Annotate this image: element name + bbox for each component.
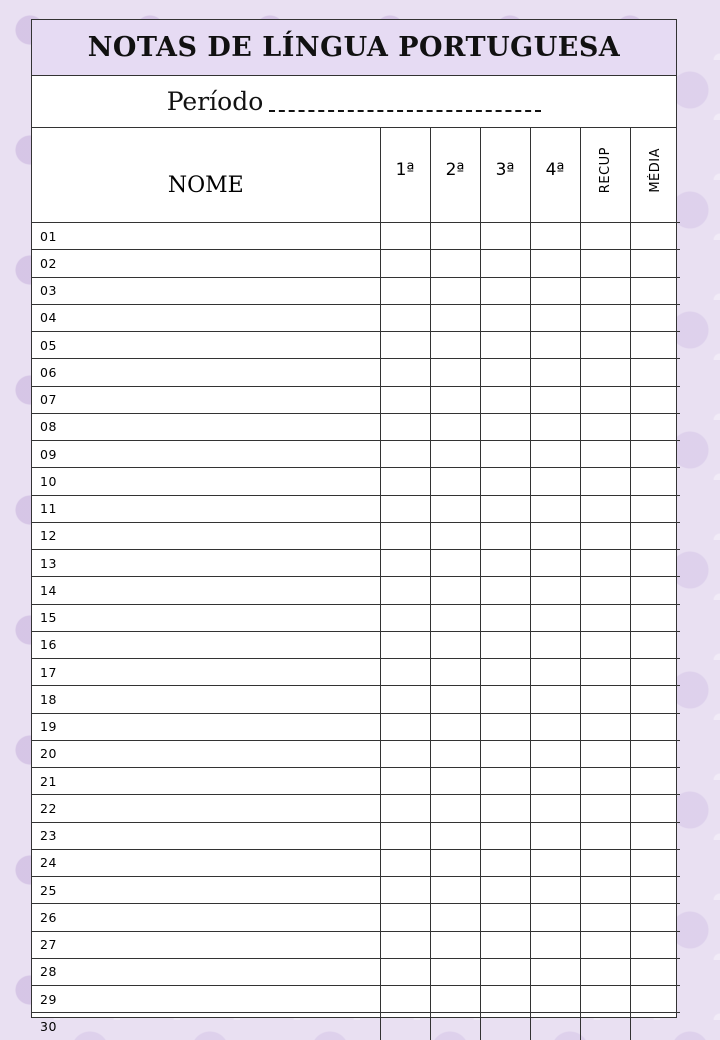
grade-2-cell[interactable]: [430, 931, 480, 958]
grade-4-cell[interactable]: [530, 713, 580, 740]
grade-2-cell[interactable]: [430, 604, 480, 631]
grade-2-cell[interactable]: [430, 1013, 480, 1040]
grade-2-cell[interactable]: [430, 441, 480, 468]
student-number-cell[interactable]: 11: [32, 495, 380, 522]
grade-3-cell[interactable]: [480, 931, 530, 958]
grade-1-cell[interactable]: [380, 795, 430, 822]
recup-cell[interactable]: [580, 413, 630, 440]
student-number-cell[interactable]: 26: [32, 904, 380, 931]
table-row: [32, 577, 680, 604]
grade-4-cell[interactable]: [530, 822, 580, 849]
grade-1-cell[interactable]: [380, 359, 430, 386]
grade-4-cell[interactable]: [530, 223, 580, 250]
grade-1-cell[interactable]: [380, 604, 430, 631]
recup-cell[interactable]: [580, 304, 630, 331]
student-number-cell[interactable]: 22: [32, 795, 380, 822]
student-number-cell[interactable]: 17: [32, 659, 380, 686]
table-row: [32, 468, 680, 495]
table-row: [32, 304, 680, 331]
grade-2-cell[interactable]: [430, 468, 480, 495]
grade-3-cell[interactable]: [480, 522, 530, 549]
student-number-cell[interactable]: 02: [32, 250, 380, 277]
table-row: [32, 441, 680, 468]
recup-cell[interactable]: [580, 849, 630, 876]
grade-4-cell[interactable]: [530, 386, 580, 413]
table-row: [32, 713, 680, 740]
grade-3-cell[interactable]: [480, 223, 530, 250]
media-cell[interactable]: [630, 604, 680, 631]
grade-4-cell[interactable]: [530, 795, 580, 822]
table-row: [32, 386, 680, 413]
grade-1-cell[interactable]: [380, 659, 430, 686]
student-number-cell[interactable]: 08: [32, 413, 380, 440]
grade-4-cell[interactable]: [530, 277, 580, 304]
header-bimester-4: 4ª: [530, 128, 580, 223]
table-row: [32, 822, 680, 849]
media-cell[interactable]: [630, 304, 680, 331]
recup-cell[interactable]: [580, 604, 630, 631]
grade-4-cell[interactable]: [530, 659, 580, 686]
recup-cell[interactable]: [580, 768, 630, 795]
media-cell[interactable]: [630, 495, 680, 522]
student-number-cell[interactable]: 09: [32, 441, 380, 468]
media-cell[interactable]: [630, 468, 680, 495]
media-cell[interactable]: [630, 849, 680, 876]
grade-4-cell[interactable]: [530, 958, 580, 985]
grade-1-cell[interactable]: [380, 468, 430, 495]
grade-1-cell[interactable]: [380, 441, 430, 468]
media-cell[interactable]: [630, 522, 680, 549]
media-cell[interactable]: [630, 740, 680, 767]
grade-4-cell[interactable]: [530, 631, 580, 658]
student-number-cell[interactable]: 13: [32, 550, 380, 577]
grade-3-cell[interactable]: [480, 877, 530, 904]
grade-4-cell[interactable]: [530, 468, 580, 495]
header-media: [630, 128, 680, 223]
table-row: [32, 332, 680, 359]
grade-3-cell[interactable]: [480, 386, 530, 413]
table-row: [32, 250, 680, 277]
grade-4-cell[interactable]: [530, 304, 580, 331]
student-number-cell[interactable]: 23: [32, 822, 380, 849]
media-cell[interactable]: [630, 441, 680, 468]
media-cell[interactable]: [630, 386, 680, 413]
grade-2-cell[interactable]: [430, 223, 480, 250]
grade-4-cell[interactable]: [530, 768, 580, 795]
grade-4-cell[interactable]: [530, 495, 580, 522]
recup-cell[interactable]: [580, 904, 630, 931]
table-row: [32, 849, 680, 876]
table-row: [32, 904, 680, 931]
student-number-cell[interactable]: 30: [32, 1013, 380, 1040]
media-cell[interactable]: [630, 713, 680, 740]
media-cell[interactable]: [630, 795, 680, 822]
recup-cell[interactable]: [580, 713, 630, 740]
grade-1-cell[interactable]: [380, 986, 430, 1013]
grade-3-cell[interactable]: [480, 495, 530, 522]
recup-cell[interactable]: [580, 577, 630, 604]
header-bimester-3: 3ª: [480, 128, 530, 223]
grade-2-cell[interactable]: [430, 359, 480, 386]
grade-2-cell[interactable]: [430, 250, 480, 277]
grade-3-cell[interactable]: [480, 441, 530, 468]
recup-cell[interactable]: [580, 468, 630, 495]
grade-4-cell[interactable]: [530, 904, 580, 931]
grade-3-cell[interactable]: [480, 604, 530, 631]
media-cell[interactable]: [630, 631, 680, 658]
grade-1-cell[interactable]: [380, 250, 430, 277]
grade-3-cell[interactable]: [480, 550, 530, 577]
recup-cell[interactable]: [580, 659, 630, 686]
grade-1-cell[interactable]: [380, 386, 430, 413]
grade-3-cell[interactable]: [480, 686, 530, 713]
grade-1-cell[interactable]: [380, 413, 430, 440]
student-number-cell[interactable]: 07: [32, 386, 380, 413]
media-cell[interactable]: [630, 904, 680, 931]
grade-3-cell[interactable]: [480, 740, 530, 767]
grade-2-cell[interactable]: [430, 795, 480, 822]
recup-cell[interactable]: [580, 958, 630, 985]
media-cell[interactable]: [630, 223, 680, 250]
header-bimester-1: 1ª: [380, 128, 430, 223]
recup-cell[interactable]: [580, 250, 630, 277]
student-number-cell[interactable]: 25: [32, 877, 380, 904]
grade-3-cell[interactable]: [480, 958, 530, 985]
grade-4-cell[interactable]: [530, 986, 580, 1013]
media-cell[interactable]: [630, 822, 680, 849]
grade-2-cell[interactable]: [430, 904, 480, 931]
grade-3-cell[interactable]: [480, 795, 530, 822]
recup-cell[interactable]: [580, 332, 630, 359]
grade-2-cell[interactable]: [430, 550, 480, 577]
table-row: [32, 686, 680, 713]
grade-1-cell[interactable]: [380, 304, 430, 331]
grade-1-cell[interactable]: [380, 931, 430, 958]
table-row: [32, 659, 680, 686]
period-blank-line[interactable]: [269, 92, 541, 112]
media-cell[interactable]: [630, 768, 680, 795]
grade-4-cell[interactable]: [530, 359, 580, 386]
student-number-cell[interactable]: 04: [32, 304, 380, 331]
grade-3-cell[interactable]: [480, 359, 530, 386]
header-recup-label: RECUP: [597, 146, 613, 194]
media-cell[interactable]: [630, 686, 680, 713]
recup-cell[interactable]: [580, 795, 630, 822]
grade-3-cell[interactable]: [480, 250, 530, 277]
grade-3-cell[interactable]: [480, 849, 530, 876]
recup-cell[interactable]: [580, 550, 630, 577]
period-row: [32, 76, 676, 128]
media-cell[interactable]: [630, 332, 680, 359]
grade-2-cell[interactable]: [430, 277, 480, 304]
media-cell[interactable]: [630, 986, 680, 1013]
recup-cell[interactable]: [580, 740, 630, 767]
table-row: [32, 931, 680, 958]
grade-3-cell[interactable]: [480, 413, 530, 440]
grade-1-cell[interactable]: [380, 223, 430, 250]
media-cell[interactable]: [630, 577, 680, 604]
grade-3-cell[interactable]: [480, 768, 530, 795]
media-cell[interactable]: [630, 1013, 680, 1040]
recup-cell[interactable]: [580, 223, 630, 250]
grade-2-cell[interactable]: [430, 877, 480, 904]
grade-1-cell[interactable]: [380, 277, 430, 304]
recup-cell[interactable]: [580, 359, 630, 386]
grade-2-cell[interactable]: [430, 686, 480, 713]
grade-2-cell[interactable]: [430, 822, 480, 849]
grade-4-cell[interactable]: [530, 522, 580, 549]
student-number-cell[interactable]: 15: [32, 604, 380, 631]
recup-cell[interactable]: [580, 277, 630, 304]
table-row: [32, 768, 680, 795]
table-row: [32, 550, 680, 577]
grade-4-cell[interactable]: [530, 413, 580, 440]
grade-1-cell[interactable]: [380, 822, 430, 849]
grade-2-cell[interactable]: [430, 986, 480, 1013]
table-row: [32, 1013, 680, 1040]
table-row: [32, 986, 680, 1013]
recup-cell[interactable]: [580, 522, 630, 549]
grade-3-cell[interactable]: [480, 713, 530, 740]
grade-3-cell[interactable]: [480, 468, 530, 495]
table-row: [32, 413, 680, 440]
media-cell[interactable]: [630, 877, 680, 904]
grade-3-cell[interactable]: [480, 631, 530, 658]
grade-1-cell[interactable]: [380, 958, 430, 985]
media-cell[interactable]: [630, 550, 680, 577]
grade-3-cell[interactable]: [480, 332, 530, 359]
student-number-cell[interactable]: 10: [32, 468, 380, 495]
grade-2-cell[interactable]: [430, 768, 480, 795]
grade-3-cell[interactable]: [480, 1013, 530, 1040]
table-row: [32, 223, 680, 250]
grade-1-cell[interactable]: [380, 768, 430, 795]
media-cell[interactable]: [630, 659, 680, 686]
student-number-cell[interactable]: 27: [32, 931, 380, 958]
table-row: [32, 877, 680, 904]
student-number-cell[interactable]: 19: [32, 713, 380, 740]
recup-cell[interactable]: [580, 931, 630, 958]
grade-3-cell[interactable]: [480, 904, 530, 931]
grade-2-cell[interactable]: [430, 413, 480, 440]
grade-4-cell[interactable]: [530, 1013, 580, 1040]
grade-3-cell[interactable]: [480, 277, 530, 304]
grade-2-cell[interactable]: [430, 386, 480, 413]
grade-3-cell[interactable]: [480, 659, 530, 686]
media-cell[interactable]: [630, 413, 680, 440]
media-cell[interactable]: [630, 931, 680, 958]
media-cell[interactable]: [630, 277, 680, 304]
grade-4-cell[interactable]: [530, 577, 580, 604]
recup-cell[interactable]: [580, 386, 630, 413]
grade-1-cell[interactable]: [380, 550, 430, 577]
grade-1-cell[interactable]: [380, 522, 430, 549]
table-row: [32, 631, 680, 658]
student-number-cell[interactable]: 24: [32, 849, 380, 876]
grades-table: [32, 128, 680, 1040]
grade-3-cell[interactable]: [480, 577, 530, 604]
grade-2-cell[interactable]: [430, 577, 480, 604]
grade-3-cell[interactable]: [480, 822, 530, 849]
grade-4-cell[interactable]: [530, 686, 580, 713]
grade-4-cell[interactable]: [530, 877, 580, 904]
grade-4-cell[interactable]: [530, 332, 580, 359]
student-number-cell[interactable]: 01: [32, 223, 380, 250]
recup-cell[interactable]: [580, 495, 630, 522]
table-row: [32, 522, 680, 549]
grade-1-cell[interactable]: [380, 332, 430, 359]
grade-2-cell[interactable]: [430, 659, 480, 686]
grade-2-cell[interactable]: [430, 631, 480, 658]
table-row: [32, 495, 680, 522]
grade-2-cell[interactable]: [430, 522, 480, 549]
student-number-cell[interactable]: 28: [32, 958, 380, 985]
table-row: [32, 359, 680, 386]
grade-1-cell[interactable]: [380, 877, 430, 904]
student-number-cell[interactable]: 21: [32, 768, 380, 795]
student-number-cell[interactable]: 18: [32, 686, 380, 713]
grade-4-cell[interactable]: [530, 550, 580, 577]
grade-2-cell[interactable]: [430, 304, 480, 331]
table-row: [32, 795, 680, 822]
grade-2-cell[interactable]: [430, 740, 480, 767]
grade-2-cell[interactable]: [430, 958, 480, 985]
grade-4-cell[interactable]: [530, 740, 580, 767]
header-recup: [580, 128, 630, 223]
student-number-cell[interactable]: 06: [32, 359, 380, 386]
recup-cell[interactable]: [580, 877, 630, 904]
grade-1-cell[interactable]: [380, 713, 430, 740]
grade-4-cell[interactable]: [530, 604, 580, 631]
recup-cell[interactable]: [580, 686, 630, 713]
recup-cell[interactable]: [580, 986, 630, 1013]
student-number-cell[interactable]: 20: [32, 740, 380, 767]
table-header-row: [32, 128, 680, 223]
grade-3-cell[interactable]: [480, 986, 530, 1013]
media-cell[interactable]: [630, 250, 680, 277]
grade-2-cell[interactable]: [430, 713, 480, 740]
table-row: [32, 740, 680, 767]
media-cell[interactable]: [630, 958, 680, 985]
sheet-title: NOTAS DE LÍNGUA PORTUGUESA: [32, 20, 676, 76]
student-number-cell[interactable]: 05: [32, 332, 380, 359]
recup-cell[interactable]: [580, 441, 630, 468]
recup-cell[interactable]: [580, 822, 630, 849]
header-media-label: MÉDIA: [647, 147, 663, 193]
table-body: [32, 223, 680, 1040]
student-number-cell[interactable]: 29: [32, 986, 380, 1013]
grade-1-cell[interactable]: [380, 686, 430, 713]
recup-cell[interactable]: [580, 1013, 630, 1040]
grade-2-cell[interactable]: [430, 332, 480, 359]
grade-4-cell[interactable]: [530, 849, 580, 876]
grade-1-cell[interactable]: [380, 740, 430, 767]
grade-1-cell[interactable]: [380, 495, 430, 522]
student-number-cell[interactable]: 16: [32, 631, 380, 658]
grade-3-cell[interactable]: [480, 304, 530, 331]
grade-4-cell[interactable]: [530, 250, 580, 277]
grade-2-cell[interactable]: [430, 495, 480, 522]
period-label: Período: [166, 87, 264, 116]
student-number-cell[interactable]: 03: [32, 277, 380, 304]
grade-1-cell[interactable]: [380, 1013, 430, 1040]
grade-1-cell[interactable]: [380, 904, 430, 931]
grade-4-cell[interactable]: [530, 441, 580, 468]
header-name: NOME: [32, 128, 380, 223]
recup-cell[interactable]: [580, 631, 630, 658]
grade-2-cell[interactable]: [430, 849, 480, 876]
grade-1-cell[interactable]: [380, 849, 430, 876]
table-row: [32, 958, 680, 985]
grade-1-cell[interactable]: [380, 577, 430, 604]
media-cell[interactable]: [630, 359, 680, 386]
student-number-cell[interactable]: 14: [32, 577, 380, 604]
grade-4-cell[interactable]: [530, 931, 580, 958]
table-row: [32, 277, 680, 304]
header-bimester-2: 2ª: [430, 128, 480, 223]
student-number-cell[interactable]: 12: [32, 522, 380, 549]
grade-sheet: [31, 19, 677, 1034]
grade-1-cell[interactable]: [380, 631, 430, 658]
table-row: [32, 604, 680, 631]
